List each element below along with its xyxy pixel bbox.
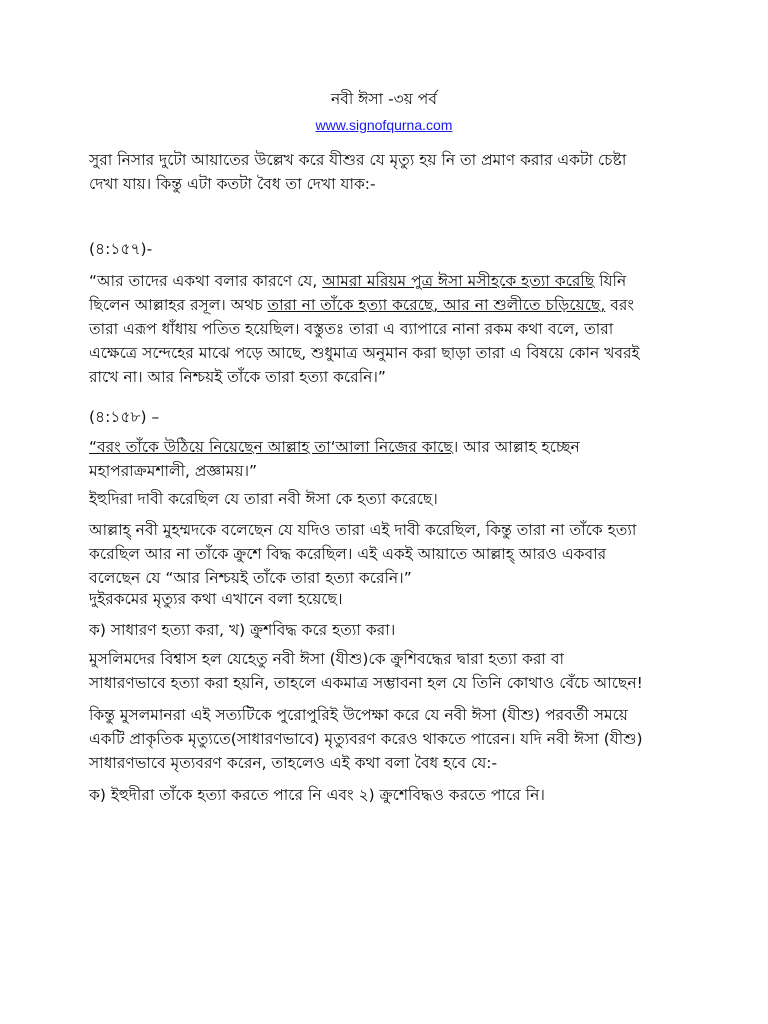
paragraph-3: ক) সাধারণ হত্যা করা, খ) ক্রুশবিদ্ধ করে হত্যা করা। [89,621,396,639]
paragraph-4-line-2: সাধারণভাবে হত্যা করা হয়নি, তাহলে একমাত্র সম্ভাবনা হল যে তিনি কোথাও বেঁচে আছেন! [89,674,643,692]
paragraph-1: ইহুদিরা দাবী করেছিল যে তারা নবী ঈসা কে হত্যা করেছে। [89,490,438,508]
paragraph-5-line-3: সাধারণভাবে মৃত্যবরণ করেন, তাহলেও এই কথা বলা বৈধ হবে যে:- [89,754,498,772]
verse-157-line-3: তারা এরূপ ধাঁধায় পতিত হয়েছিল। বস্তুতঃ তারা এ ব্যাপারে নানা রকম কথা বলে, তারা [89,320,614,338]
website-link[interactable]: www.signofqurna.com [315,117,453,133]
verse-157-underlined-2: তারা না তাঁকে হত্যা করেছে, আর না শুলীতে চড়িয়েছে, [267,296,606,314]
verse-157-line-4: এক্ষেত্রে সন্দেহের মাঝে পড়ে আছে, শুধুমাত্র অনুমান করা ছাড়া তারা এ বিষয়ে কোন খবরই [89,344,640,362]
paragraph-5-line-2: একটি প্রাকৃতিক মৃত্যুতে(সাধারণভাবে) মৃত্যুবরণ করেও থাকতে পারেন। যদি নবী ঈসা (যীশু) [89,730,643,748]
paragraph-2-line-4: দুইরকমের মৃত্যুর কথা এখানে বলা হয়েছে। [89,590,343,608]
verse-157-line-1-pre: “আর তাদের একথা বলার কারণে যে, [89,272,323,290]
verse-157-underlined-1: আমরা মরিয়ম পুত্র ঈসা মসীহকে হত্যা করেছি [322,272,595,290]
verse-158-line-2: মহাপরাক্রমশালী, প্রজ্ঞাময়।” [89,462,258,480]
verse-158-line-1-post: । আর আল্লাহ হচ্ছেন [452,438,580,456]
verse-157-line-2 [89,294,634,316]
verse-157-line-2-post: বরং [605,296,635,314]
verse-157-line-1 [89,270,626,292]
paragraph-2-line-1: আল্লাহ্‌ নবী মুহম্মদকে বলেছেন যে যদিও তারা এই দাবী করেছিল, কিন্তু তারা না তাঁকে হত্যা [89,521,637,539]
paragraph-6: ক) ইহুদীরা তাঁকে হত্যা করতে পারে নি এবং ২) ক্রুশেবিদ্ধও করতে পারে নি। [89,786,545,804]
website-link-wrapper [0,117,768,134]
verse-157-reference: (৪:১৫৭)- [89,240,153,258]
intro-line-2: দেখা যায়। কিন্তু এটা কতটা বৈধ তা দেখা যাক:- [89,175,376,193]
verse-157-line-2-pre: ছিলেন আল্লাহর রসূল। অথচ [89,296,268,314]
intro-line-1: সুরা নিসার দুটো আয়াতের উল্লেখ করে যীশুর যে মৃত্যু হয় নি তা প্রমাণ করার একটা চেষ্টা [89,151,627,169]
paragraph-2-line-3: বলেছেন যে “আর নিশ্চয়ই তাঁকে তারা হত্যা করেনি।” [89,569,412,587]
verse-158-line-1 [89,436,580,458]
paragraph-5-line-1: কিন্তু মুসলমানরা এই সত্যটিকে পুরোপুরিই উপেক্ষা করে যে নবী ঈসা (যীশু) পরবর্তী সময়ে [89,706,628,724]
paragraph-2-line-2: করেছিল আর না তাঁকে ক্রুশে বিদ্ধ করেছিল। এই একই আয়াতে আল্লাহ্‌ আরও একবার [89,545,607,563]
verse-158-underlined: “বরং তাঁকে উঠিয়ে নিয়েছেন আল্লাহ তা‘আলা নিজের কাছে [89,438,453,456]
verse-157-line-5: রাখে না। আর নিশ্চয়ই তাঁকে তারা হত্যা করেনি।” [89,368,386,386]
verse-158-reference: (৪:১৫৮) – [89,408,160,426]
verse-157-line-1-post: যিনি [594,272,627,290]
page-title: নবী ঈসা -৩য় পর্ব [331,90,437,108]
paragraph-4-line-1: মুসলিমদের বিশ্বাস হল যেহেতু নবী ঈসা (যীশু)কে ক্রুশিবদ্ধের দ্বারা হত্যা করা বা [89,650,564,668]
